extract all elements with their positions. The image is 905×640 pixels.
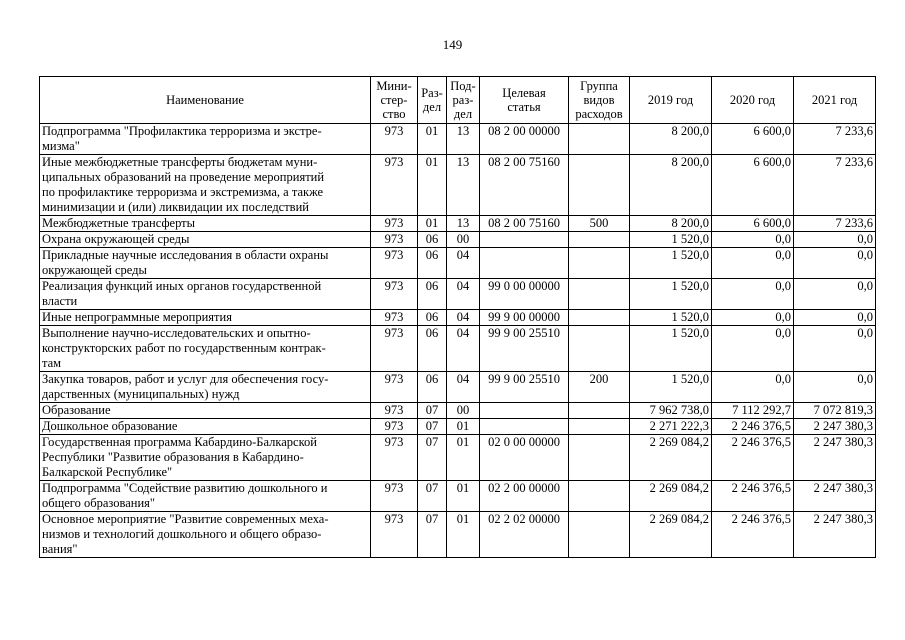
row-target (480, 403, 569, 419)
table-row (40, 403, 876, 419)
row-subsection: 01 (447, 435, 480, 481)
row-2020: 2 246 376,5 (712, 512, 794, 558)
row-2021: 7 233,6 (794, 155, 876, 216)
row-2020: 0,0 (712, 372, 794, 403)
row-name: Основное мероприятие "Развитие современных меха- низмов и технологий дошкольного и общего образо- вания" (40, 512, 371, 558)
row-2019: 1 520,0 (630, 232, 712, 248)
table-row (40, 279, 876, 310)
row-2021: 2 247 380,3 (794, 512, 876, 558)
table-row (40, 512, 876, 558)
table-row (40, 372, 876, 403)
row-2021: 0,0 (794, 248, 876, 279)
row-section: 06 (418, 310, 447, 326)
row-expense-group (569, 403, 630, 419)
row-2019: 2 269 084,2 (630, 481, 712, 512)
row-section: 01 (418, 155, 447, 216)
header-expense-group: Группа видов расходов (569, 77, 630, 124)
row-ministry: 973 (371, 481, 418, 512)
row-2019: 8 200,0 (630, 216, 712, 232)
row-target: 99 9 00 25510 (480, 372, 569, 403)
row-subsection: 01 (447, 512, 480, 558)
row-2019: 2 271 222,3 (630, 419, 712, 435)
row-section: 07 (418, 403, 447, 419)
header-2019: 2019 год (630, 77, 712, 124)
row-subsection: 13 (447, 155, 480, 216)
row-2019: 1 520,0 (630, 310, 712, 326)
header-2020: 2020 год (712, 77, 794, 124)
table-header-row (40, 77, 876, 124)
row-subsection: 04 (447, 372, 480, 403)
table-row (40, 419, 876, 435)
row-expense-group (569, 435, 630, 481)
row-ministry: 973 (371, 310, 418, 326)
row-target: 02 0 00 00000 (480, 435, 569, 481)
row-target: 02 2 00 00000 (480, 481, 569, 512)
header-target: Целевая статья (480, 77, 569, 124)
row-target: 99 9 00 25510 (480, 326, 569, 372)
row-name: Дошкольное образование (40, 419, 371, 435)
row-name: Закупка товаров, работ и услуг для обеспечения госу- дарственных (муниципальных) нужд (40, 372, 371, 403)
row-2019: 1 520,0 (630, 279, 712, 310)
row-section: 06 (418, 326, 447, 372)
row-section: 07 (418, 512, 447, 558)
row-2021: 0,0 (794, 279, 876, 310)
row-2021: 7 233,6 (794, 216, 876, 232)
table-row (40, 216, 876, 232)
row-subsection: 13 (447, 216, 480, 232)
table-row (40, 124, 876, 155)
row-expense-group (569, 326, 630, 372)
row-ministry: 973 (371, 124, 418, 155)
table-row (40, 481, 876, 512)
row-section: 01 (418, 124, 447, 155)
row-expense-group (569, 248, 630, 279)
row-subsection: 13 (447, 124, 480, 155)
row-2019: 1 520,0 (630, 372, 712, 403)
row-2019: 1 520,0 (630, 326, 712, 372)
row-target: 99 0 00 00000 (480, 279, 569, 310)
row-subsection: 00 (447, 232, 480, 248)
table-row (40, 326, 876, 372)
row-section: 07 (418, 481, 447, 512)
row-expense-group (569, 310, 630, 326)
row-2021: 0,0 (794, 326, 876, 372)
row-expense-group (569, 279, 630, 310)
row-name: Прикладные научные исследования в области охраны окружающей среды (40, 248, 371, 279)
row-target (480, 419, 569, 435)
row-ministry: 973 (371, 279, 418, 310)
row-section: 06 (418, 372, 447, 403)
row-ministry: 973 (371, 326, 418, 372)
row-2020: 7 112 292,7 (712, 403, 794, 419)
header-2021: 2021 год (794, 77, 876, 124)
table-row (40, 155, 876, 216)
row-section: 07 (418, 419, 447, 435)
row-subsection: 00 (447, 403, 480, 419)
header-subsection: Под- раз- дел (447, 77, 480, 124)
row-ministry: 973 (371, 248, 418, 279)
row-subsection: 01 (447, 419, 480, 435)
row-section: 06 (418, 232, 447, 248)
row-subsection: 04 (447, 310, 480, 326)
header-name: Наименование (40, 77, 371, 124)
row-subsection: 04 (447, 326, 480, 372)
row-target: 99 9 00 00000 (480, 310, 569, 326)
row-expense-group: 500 (569, 216, 630, 232)
row-2021: 0,0 (794, 232, 876, 248)
row-expense-group (569, 419, 630, 435)
row-2019: 2 269 084,2 (630, 512, 712, 558)
row-section: 01 (418, 216, 447, 232)
row-target: 02 2 02 00000 (480, 512, 569, 558)
row-target: 08 2 00 75160 (480, 216, 569, 232)
row-ministry: 973 (371, 403, 418, 419)
row-2020: 0,0 (712, 248, 794, 279)
row-2020: 0,0 (712, 326, 794, 372)
row-2021: 2 247 380,3 (794, 435, 876, 481)
row-2021: 0,0 (794, 310, 876, 326)
row-target: 08 2 00 75160 (480, 155, 569, 216)
row-expense-group (569, 512, 630, 558)
row-expense-group (569, 155, 630, 216)
row-ministry: 973 (371, 372, 418, 403)
row-2020: 6 600,0 (712, 216, 794, 232)
row-2019: 7 962 738,0 (630, 403, 712, 419)
row-ministry: 973 (371, 512, 418, 558)
row-name: Образование (40, 403, 371, 419)
row-target: 08 2 00 00000 (480, 124, 569, 155)
row-2021: 7 072 819,3 (794, 403, 876, 419)
row-2019: 1 520,0 (630, 248, 712, 279)
row-2019: 8 200,0 (630, 124, 712, 155)
row-subsection: 04 (447, 248, 480, 279)
row-2021: 2 247 380,3 (794, 481, 876, 512)
row-2021: 2 247 380,3 (794, 419, 876, 435)
row-expense-group: 200 (569, 372, 630, 403)
row-2020: 6 600,0 (712, 124, 794, 155)
header-ministry: Мини- стер- ство (371, 77, 418, 124)
row-name: Подпрограмма "Содействие развитию дошкольного и общего образования" (40, 481, 371, 512)
budget-table (39, 76, 876, 558)
row-name: Межбюджетные трансферты (40, 216, 371, 232)
row-section: 07 (418, 435, 447, 481)
row-ministry: 973 (371, 216, 418, 232)
header-section: Раз- дел (418, 77, 447, 124)
row-section: 06 (418, 279, 447, 310)
row-2020: 0,0 (712, 310, 794, 326)
row-2020: 6 600,0 (712, 155, 794, 216)
row-2020: 2 246 376,5 (712, 435, 794, 481)
row-name: Выполнение научно-исследовательских и опытно- конструкторских работ по государственным контрак- там (40, 326, 371, 372)
row-name: Государственная программа Кабардино-Балкарской Республики "Развитие образования в Кабардино- Балкарской Республике" (40, 435, 371, 481)
row-name: Подпрограмма "Профилактика терроризма и экстре- мизма" (40, 124, 371, 155)
row-ministry: 973 (371, 232, 418, 248)
row-name: Охрана окружающей среды (40, 232, 371, 248)
row-ministry: 973 (371, 419, 418, 435)
row-2021: 7 233,6 (794, 124, 876, 155)
table-row (40, 310, 876, 326)
row-2020: 2 246 376,5 (712, 419, 794, 435)
table-row (40, 248, 876, 279)
row-expense-group (569, 124, 630, 155)
row-ministry: 973 (371, 435, 418, 481)
row-section: 06 (418, 248, 447, 279)
page-number: 149 (442, 37, 463, 52)
row-subsection: 01 (447, 481, 480, 512)
row-2019: 8 200,0 (630, 155, 712, 216)
table-row (40, 232, 876, 248)
row-target (480, 232, 569, 248)
row-name: Реализация функций иных органов государственной власти (40, 279, 371, 310)
row-2019: 2 269 084,2 (630, 435, 712, 481)
row-expense-group (569, 232, 630, 248)
row-2020: 2 246 376,5 (712, 481, 794, 512)
row-2020: 0,0 (712, 279, 794, 310)
row-2021: 0,0 (794, 372, 876, 403)
table-row (40, 435, 876, 481)
row-subsection: 04 (447, 279, 480, 310)
row-target (480, 248, 569, 279)
row-2020: 0,0 (712, 232, 794, 248)
row-name: Иные непрограммные мероприятия (40, 310, 371, 326)
row-ministry: 973 (371, 155, 418, 216)
row-expense-group (569, 481, 630, 512)
row-name: Иные межбюджетные трансферты бюджетам муни- ципальных образований на проведение мероприятий по профилактике терроризма и экстремизма, а также минимизации и (или) ликвидации их последствий (40, 155, 371, 216)
